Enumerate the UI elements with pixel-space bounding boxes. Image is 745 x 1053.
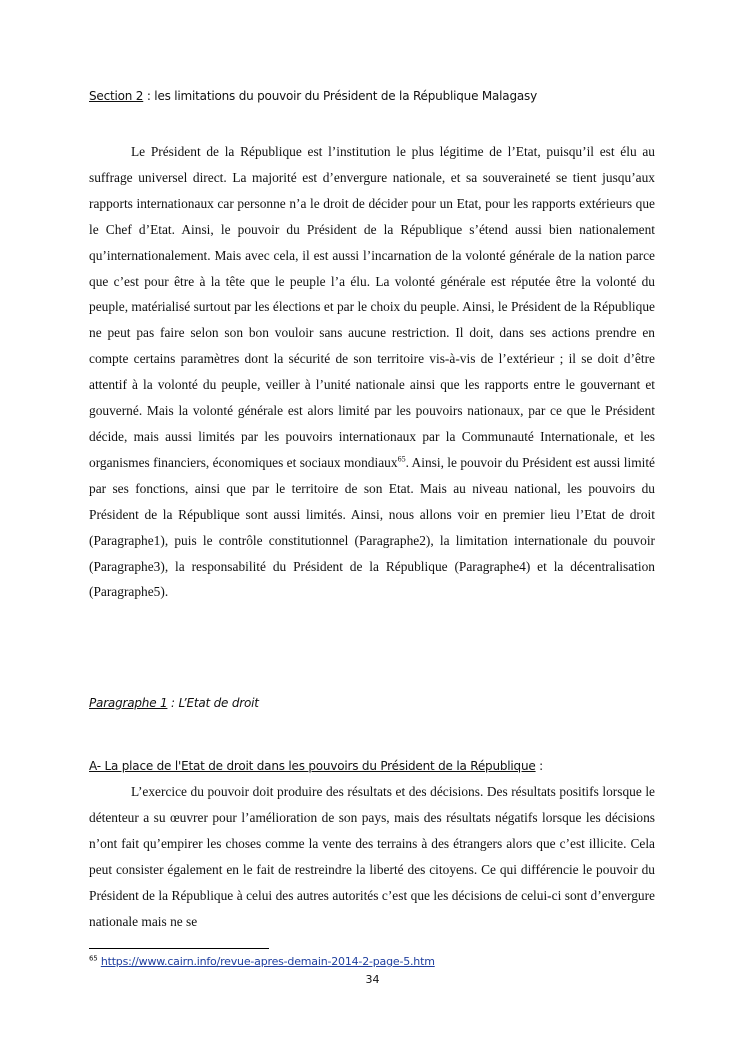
intro-paragraph [89,139,655,605]
subsection-title: A- La place de l'Etat de droit dans les pouvoirs du Président de la République [89,759,536,773]
section-label: Section 2 [89,89,144,103]
body-paragraph [89,779,655,934]
section-heading [89,89,669,103]
intro-paragraph-part2: . Ainsi, le pouvoir du Président est aussi limité par ses fonctions, ainsi que par le territoire de son Etat. Mais au niveau national, les pouvoirs du Président de la République sont aussi limités. Ainsi, nous allons voir en premier lieu l’Etat de droit (Paragraphe1), puis le contrôle constitutionnel (Paragraphe2), la limitation internationale du pouvoir (Paragraphe3), la responsabilité du Président de la République (Paragraphe4) et la décentralisation (Paragraphe5). [89,454,656,600]
section-title: : les limitations du pouvoir du Président de la République Malagasy [143,89,537,103]
page-number: 34 [365,973,380,986]
subsection-suffix: : [535,759,544,773]
paragraph-label: Paragraphe 1 [89,696,168,710]
paragraph-title: : L’Etat de droit [167,696,259,710]
footnote-divider [89,948,269,949]
paragraph-heading [89,696,669,710]
body-paragraph-text: L’exercice du pouvoir doit produire des résultats et des décisions. Des résultats positifs lorsque le détenteur a su œuvrer pour l’amélioration de son pays, mais des résultats négatifs lorsque les décisions n’ont fait qu’empirer les choses comme la vente des terrains à des étrangers alors que c’est illicite. Cela peut consister également en le fait de restreindre la liberté des citoyens. Ce qui différencie le pouvoir du Président de la République à celui des autres autorités c’est que les décisions de celui-ci sont d’envergure nationale mais ne se [89,784,655,929]
footnote-link[interactable]: https://www.cairn.info/revue-apres-demain-2014-2-page-5.htm [100,955,435,968]
intro-paragraph-part1: Le Président de la République est l’institution le plus légitime de l’Etat, puisqu’il est élu au suffrage universel direct. La majorité est d’envergure nationale, et sa souveraineté se tient jusqu’aux rapports internationaux car personne n’a le droit de décider pour un Etat, pour les rapports extérieurs que le Chef d’Etat. Ainsi, le pouvoir du Président de la République s’étend aussi bien nationalement qu’internationalement. Mais avec cela, il est aussi l’incarnation de la volonté générale de la nation parce que c’est pour être à la tête que le peuple l’a élu. La volonté générale est réputée être la volonté du peuple, matérialisé surtout par les élections et par le choix du peuple. Ainsi, le Président de la République ne peut pas faire selon son bon vouloir sans aucune restriction. Il doit, dans ses actions prendre en compte certains paramètres dont la sécurité de son territoire vis-à-vis de l’extérieur ; il se doit d’être attentif à la volonté du peuple, veiller à l’unité nationale ainsi que les rapports entre le gouvernant et gouverné. Mais la volonté générale est alors limité par les pouvoirs nationaux, par ce que le Président décide, mais aussi limités par les pouvoirs internationaux par la Communauté Internationale, et les organismes financiers, économiques et sociaux mondiaux [89,144,655,470]
footnote-number: 65 [89,954,98,963]
subsection-heading [89,759,669,773]
footnote-reference[interactable]: 65 [397,454,406,464]
footnote [89,955,435,968]
